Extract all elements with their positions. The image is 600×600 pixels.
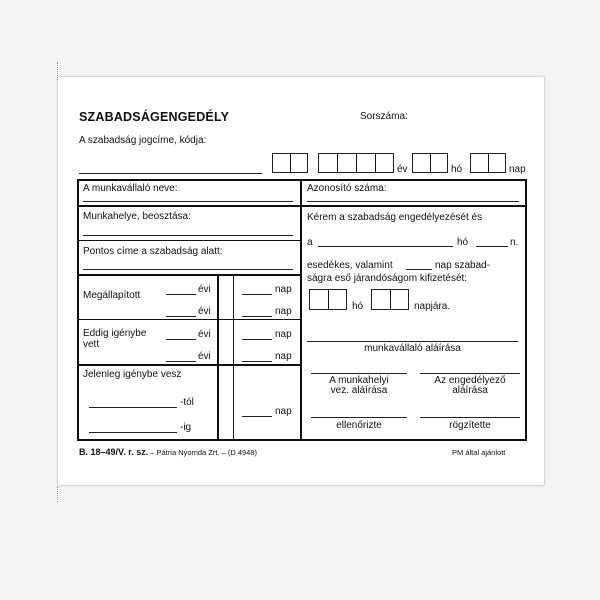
to-date-line[interactable] xyxy=(89,432,177,433)
legal-basis-line[interactable] xyxy=(79,173,262,174)
employee-name-line[interactable] xyxy=(83,201,293,202)
form-code: B. 18–49/V. r. sz. xyxy=(79,447,149,457)
approver-signature-caption xyxy=(420,376,520,396)
footer-imprint xyxy=(79,447,257,457)
id-number-line[interactable] xyxy=(307,201,519,202)
determined-days-line[interactable] xyxy=(242,294,272,295)
checked-caption: ellenőrizte xyxy=(336,420,382,431)
annual-unit: évi xyxy=(198,306,211,317)
request-nap-szabad: nap szabad- xyxy=(435,260,491,271)
recorded-caption: rögzítette xyxy=(449,420,491,431)
employee-signature-line[interactable] xyxy=(307,341,518,342)
year-suffix: év xyxy=(397,164,408,175)
request-due-prefix: esedékes, valamint xyxy=(307,260,393,271)
grid-row-divider xyxy=(77,205,527,207)
grid-row-divider xyxy=(77,274,301,276)
used-days-line-2[interactable] xyxy=(242,361,272,362)
current-label: Jelenleg igénybe vesz xyxy=(83,369,182,380)
legal-basis-label: A szabadság jogcíme, kódja: xyxy=(79,135,207,146)
checked-signature-line[interactable] xyxy=(311,417,407,418)
request-days-line[interactable] xyxy=(406,269,432,270)
box-divider xyxy=(488,153,489,173)
from-suffix: -tól xyxy=(180,397,194,408)
annual-unit: évi xyxy=(198,329,211,340)
box-divider xyxy=(430,153,431,173)
day-unit: nap xyxy=(275,284,292,295)
box-divider xyxy=(375,153,376,173)
determined-annual-line-2[interactable] xyxy=(166,316,196,317)
manager-signature-line-1: A munkahelyi xyxy=(329,375,389,386)
grid-days-divider xyxy=(217,274,219,441)
determined-annual-line[interactable] xyxy=(166,294,196,295)
request-text-1: Kérem a szabadság engedélyezését és xyxy=(307,212,483,223)
grid-row-divider xyxy=(77,364,301,366)
approver-signature-line-1: Az engedélyező xyxy=(434,375,506,386)
box-divider xyxy=(356,153,357,173)
box-divider xyxy=(290,153,291,173)
used-annual-line[interactable] xyxy=(166,339,196,340)
used-label-line-1: Eddig igénybe xyxy=(83,328,147,339)
day-unit: nap xyxy=(275,306,292,317)
determined-label: Megállapított xyxy=(83,290,141,301)
workplace-label: Munkahelye, beosztása: xyxy=(83,211,191,222)
leave-permit-form xyxy=(58,77,544,485)
month-suffix: hó xyxy=(451,164,463,175)
payday-suffix: napjára. xyxy=(414,301,451,312)
grid-center-divider xyxy=(300,179,302,441)
request-day-line[interactable] xyxy=(476,246,508,247)
publisher: – Pátria Nyomda Zrt. – (D 4948) xyxy=(148,448,258,457)
determined-days-line-2[interactable] xyxy=(242,316,272,317)
manager-signature-line-2: vez. aláírása xyxy=(330,385,388,396)
grid-row-divider xyxy=(77,319,301,320)
current-days-line[interactable] xyxy=(242,416,272,417)
grid-row-divider xyxy=(77,240,301,241)
used-label xyxy=(83,328,146,350)
address-line[interactable] xyxy=(83,269,293,270)
perforation-bottom xyxy=(57,486,58,502)
from-date-line[interactable] xyxy=(89,407,177,408)
day-suffix: nap xyxy=(509,164,526,175)
box-divider xyxy=(328,289,329,310)
to-suffix: -ig xyxy=(180,422,192,433)
payment-month-suffix: hó xyxy=(352,301,364,312)
day-unit: nap xyxy=(275,351,292,362)
annual-unit: évi xyxy=(198,351,211,362)
serial-number-label: Sorszáma: xyxy=(360,111,408,122)
form-title: SZABADSÁGENGEDÉLY xyxy=(79,110,230,124)
manager-signature-line[interactable] xyxy=(311,373,407,374)
used-annual-line-2[interactable] xyxy=(166,361,196,362)
employee-name-label: A munkavállaló neve: xyxy=(83,183,178,194)
request-text-3b: ságra eső járandóságom kifizetését: xyxy=(307,273,468,284)
recommended-note: PM által ajánlott xyxy=(452,448,506,457)
recorded-signature-line[interactable] xyxy=(420,417,520,418)
approver-signature-line-2: aláírása xyxy=(452,385,488,396)
employee-signature-caption: munkavállaló aláírása xyxy=(364,343,461,354)
request-a-prefix: a xyxy=(307,237,313,248)
address-label: Pontos címe a szabadság alatt: xyxy=(83,246,223,257)
request-month-suffix: hó xyxy=(457,237,469,248)
day-unit: nap xyxy=(275,406,292,417)
grid-days-divider xyxy=(233,274,234,441)
box-divider xyxy=(337,153,338,173)
manager-signature-caption xyxy=(311,376,407,396)
annual-unit: évi xyxy=(198,284,211,295)
used-days-line[interactable] xyxy=(242,339,272,340)
request-n-suffix: n. xyxy=(510,237,519,248)
workplace-line[interactable] xyxy=(83,235,293,236)
day-unit: nap xyxy=(275,329,292,340)
approver-signature-line[interactable] xyxy=(420,373,520,374)
request-year-line[interactable] xyxy=(318,246,453,247)
used-label-line-2: vett xyxy=(83,339,100,350)
id-number-label: Azonosító száma: xyxy=(307,183,387,194)
box-divider xyxy=(390,289,391,310)
